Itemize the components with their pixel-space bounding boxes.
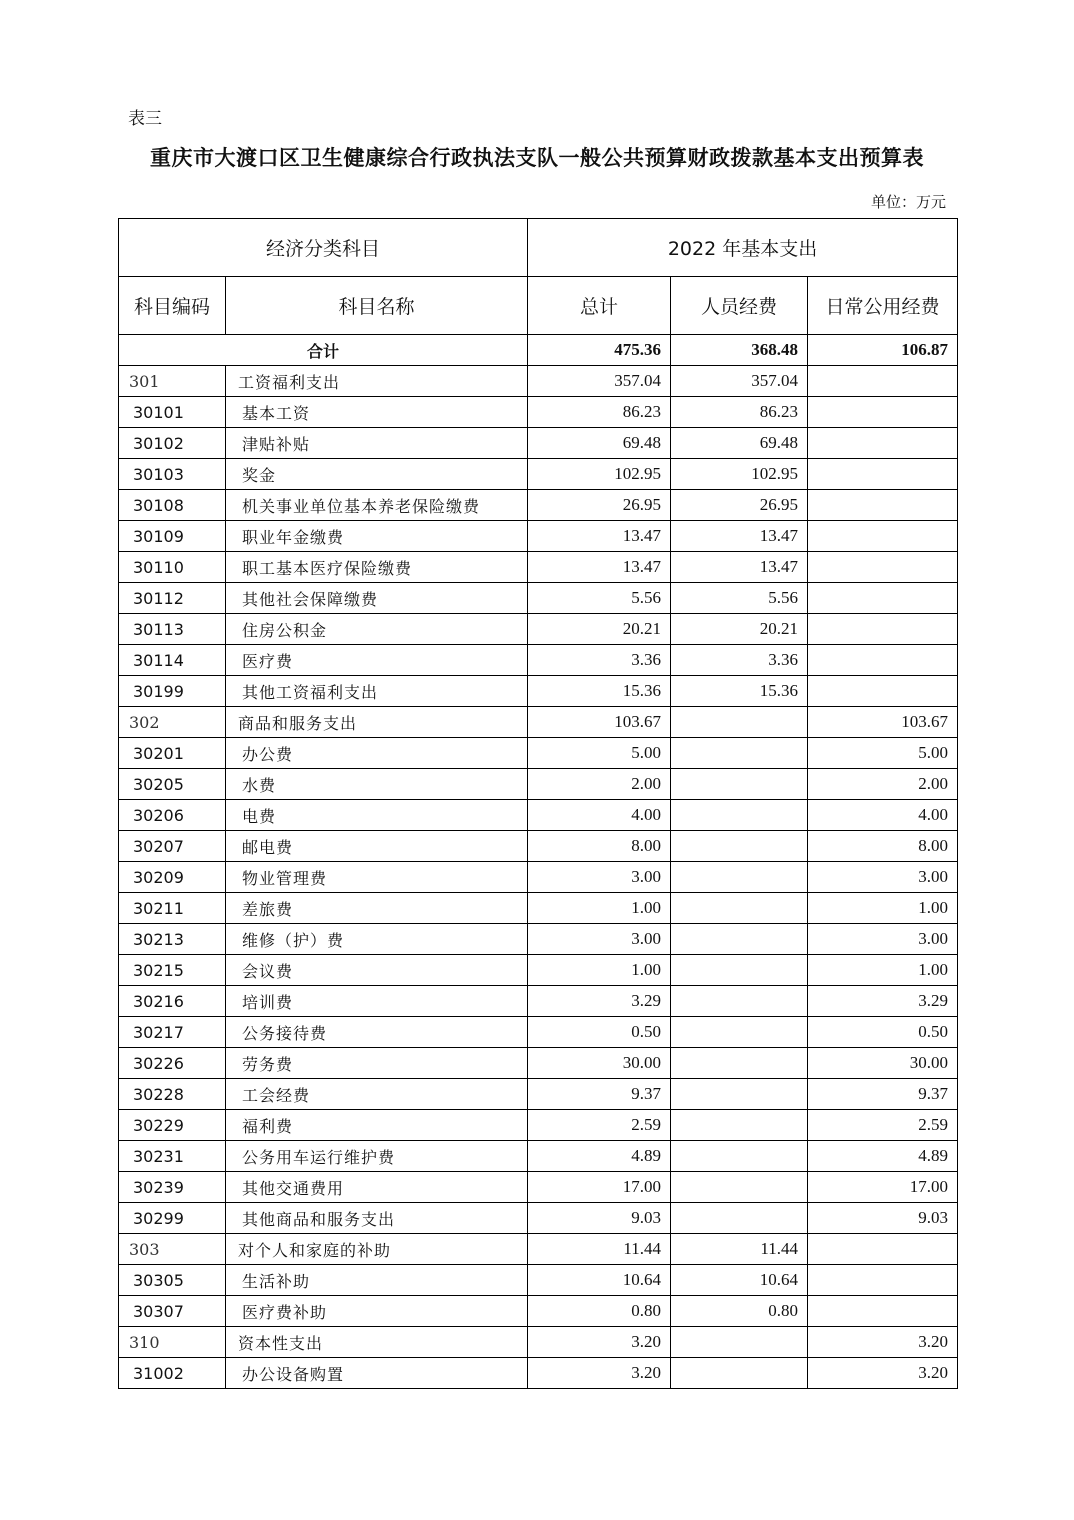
row-public: 103.67 <box>808 707 958 738</box>
header-econ-class: 经济分类科目 <box>119 219 528 277</box>
row-name: 资本性支出 <box>226 1327 528 1358</box>
header-year-basic: 2022 年基本支出 <box>528 219 958 277</box>
table-row <box>119 1296 958 1327</box>
row-code: 30109 <box>119 521 226 552</box>
table-row <box>119 1172 958 1203</box>
row-code: 30112 <box>119 583 226 614</box>
table-row <box>119 800 958 831</box>
row-code: 30213 <box>119 924 226 955</box>
row-code: 30102 <box>119 428 226 459</box>
row-public: 9.37 <box>808 1079 958 1110</box>
row-personnel <box>671 1110 808 1141</box>
row-code: 30228 <box>119 1079 226 1110</box>
row-name: 差旅费 <box>226 893 528 924</box>
row-code: 30231 <box>119 1141 226 1172</box>
row-public <box>808 459 958 490</box>
table-number: 表三 <box>128 109 162 129</box>
table-row <box>119 1265 958 1296</box>
row-total: 1.00 <box>528 893 671 924</box>
table-row <box>119 831 958 862</box>
row-name: 职业年金缴费 <box>226 521 528 552</box>
row-personnel <box>671 738 808 769</box>
table-row <box>119 862 958 893</box>
row-total: 3.20 <box>528 1358 671 1389</box>
category-row <box>119 707 958 738</box>
row-personnel: 10.64 <box>671 1265 808 1296</box>
row-name: 生活补助 <box>226 1265 528 1296</box>
row-code: 30205 <box>119 769 226 800</box>
row-total: 2.00 <box>528 769 671 800</box>
row-name: 职工基本医疗保险缴费 <box>226 552 528 583</box>
row-total: 3.00 <box>528 924 671 955</box>
row-name: 福利费 <box>226 1110 528 1141</box>
row-name: 工会经费 <box>226 1079 528 1110</box>
row-total: 13.47 <box>528 552 671 583</box>
row-public <box>808 614 958 645</box>
row-total: 102.95 <box>528 459 671 490</box>
row-public: 3.20 <box>808 1327 958 1358</box>
table-row <box>119 552 958 583</box>
row-personnel: 0.80 <box>671 1296 808 1327</box>
row-public: 2.00 <box>808 769 958 800</box>
row-name: 医疗费 <box>226 645 528 676</box>
header-name: 科目名称 <box>226 277 528 335</box>
row-public <box>808 1296 958 1327</box>
row-name: 住房公积金 <box>226 614 528 645</box>
row-name: 物业管理费 <box>226 862 528 893</box>
header-total: 总计 <box>528 277 671 335</box>
row-code: 30226 <box>119 1048 226 1079</box>
category-row <box>119 366 958 397</box>
row-code: 30229 <box>119 1110 226 1141</box>
table-row <box>119 1358 958 1389</box>
row-personnel <box>671 800 808 831</box>
row-name: 其他交通费用 <box>226 1172 528 1203</box>
row-code: 303 <box>119 1234 226 1265</box>
row-public: 3.00 <box>808 924 958 955</box>
row-public: 3.29 <box>808 986 958 1017</box>
row-total: 1.00 <box>528 955 671 986</box>
row-personnel: 11.44 <box>671 1234 808 1265</box>
row-code: 30299 <box>119 1203 226 1234</box>
row-public: 8.00 <box>808 831 958 862</box>
row-public: 17.00 <box>808 1172 958 1203</box>
row-personnel <box>671 893 808 924</box>
row-total: 5.56 <box>528 583 671 614</box>
row-personnel <box>671 1172 808 1203</box>
row-name: 奖金 <box>226 459 528 490</box>
row-public <box>808 645 958 676</box>
row-code: 30114 <box>119 645 226 676</box>
table-row <box>119 1110 958 1141</box>
row-total: 5.00 <box>528 738 671 769</box>
table-row <box>119 986 958 1017</box>
row-name: 水费 <box>226 769 528 800</box>
row-personnel: 13.47 <box>671 552 808 583</box>
budget-table <box>118 218 958 1389</box>
row-code: 30215 <box>119 955 226 986</box>
table-row <box>119 1048 958 1079</box>
row-code: 30305 <box>119 1265 226 1296</box>
row-personnel: 26.95 <box>671 490 808 521</box>
row-name: 医疗费补助 <box>226 1296 528 1327</box>
row-public: 3.00 <box>808 862 958 893</box>
header-personnel: 人员经费 <box>671 277 808 335</box>
row-name: 劳务费 <box>226 1048 528 1079</box>
table-row <box>119 738 958 769</box>
row-code: 30307 <box>119 1296 226 1327</box>
row-name: 津贴补贴 <box>226 428 528 459</box>
row-code: 30199 <box>119 676 226 707</box>
row-public <box>808 490 958 521</box>
row-personnel <box>671 1358 808 1389</box>
row-public: 2.59 <box>808 1110 958 1141</box>
table-row <box>119 955 958 986</box>
row-public <box>808 583 958 614</box>
row-name: 会议费 <box>226 955 528 986</box>
table-row <box>119 397 958 428</box>
row-name: 公务用车运行维护费 <box>226 1141 528 1172</box>
row-total: 103.67 <box>528 707 671 738</box>
row-personnel: 20.21 <box>671 614 808 645</box>
total-personnel: 368.48 <box>671 335 808 366</box>
row-personnel <box>671 1327 808 1358</box>
row-public: 1.00 <box>808 955 958 986</box>
row-code: 30113 <box>119 614 226 645</box>
row-public: 9.03 <box>808 1203 958 1234</box>
row-name: 机关事业单位基本养老保险缴费 <box>226 490 528 521</box>
row-code: 30201 <box>119 738 226 769</box>
row-personnel <box>671 1079 808 1110</box>
total-total: 475.36 <box>528 335 671 366</box>
row-code: 30217 <box>119 1017 226 1048</box>
row-total: 3.00 <box>528 862 671 893</box>
row-total: 4.00 <box>528 800 671 831</box>
row-public: 4.00 <box>808 800 958 831</box>
row-personnel: 102.95 <box>671 459 808 490</box>
row-code: 30110 <box>119 552 226 583</box>
total-row <box>119 335 958 366</box>
row-personnel <box>671 955 808 986</box>
category-row <box>119 1234 958 1265</box>
row-name: 其他商品和服务支出 <box>226 1203 528 1234</box>
row-name: 办公设备购置 <box>226 1358 528 1389</box>
document-title: 重庆市大渡口区卫生健康综合行政执法支队一般公共预算财政拨款基本支出预算表 <box>150 146 924 170</box>
row-code: 30207 <box>119 831 226 862</box>
row-public <box>808 1265 958 1296</box>
row-name: 办公费 <box>226 738 528 769</box>
row-name: 邮电费 <box>226 831 528 862</box>
row-name: 其他工资福利支出 <box>226 676 528 707</box>
row-total: 9.37 <box>528 1079 671 1110</box>
row-personnel: 15.36 <box>671 676 808 707</box>
table-row <box>119 428 958 459</box>
header-code: 科目编码 <box>119 277 226 335</box>
row-public: 5.00 <box>808 738 958 769</box>
row-public <box>808 397 958 428</box>
row-total: 86.23 <box>528 397 671 428</box>
row-personnel <box>671 1017 808 1048</box>
row-total: 3.29 <box>528 986 671 1017</box>
row-personnel <box>671 986 808 1017</box>
row-name: 公务接待费 <box>226 1017 528 1048</box>
row-public <box>808 1234 958 1265</box>
row-code: 30239 <box>119 1172 226 1203</box>
row-personnel <box>671 707 808 738</box>
header-public: 日常公用经费 <box>808 277 958 335</box>
row-total: 20.21 <box>528 614 671 645</box>
table-row <box>119 1203 958 1234</box>
table-row <box>119 893 958 924</box>
row-public <box>808 552 958 583</box>
row-code: 30211 <box>119 893 226 924</box>
row-code: 301 <box>119 366 226 397</box>
row-total: 11.44 <box>528 1234 671 1265</box>
row-personnel <box>671 1048 808 1079</box>
row-personnel <box>671 862 808 893</box>
table-row <box>119 1017 958 1048</box>
row-code: 310 <box>119 1327 226 1358</box>
row-name: 其他社会保障缴费 <box>226 583 528 614</box>
row-name: 电费 <box>226 800 528 831</box>
row-total: 15.36 <box>528 676 671 707</box>
row-total: 17.00 <box>528 1172 671 1203</box>
row-personnel <box>671 831 808 862</box>
row-name: 工资福利支出 <box>226 366 528 397</box>
row-personnel <box>671 769 808 800</box>
row-public <box>808 676 958 707</box>
table-row <box>119 1141 958 1172</box>
table-row <box>119 459 958 490</box>
row-total: 3.36 <box>528 645 671 676</box>
row-total: 8.00 <box>528 831 671 862</box>
table-row <box>119 769 958 800</box>
row-name: 对个人和家庭的补助 <box>226 1234 528 1265</box>
row-total: 13.47 <box>528 521 671 552</box>
row-total: 0.80 <box>528 1296 671 1327</box>
row-code: 30216 <box>119 986 226 1017</box>
row-public: 0.50 <box>808 1017 958 1048</box>
table-row <box>119 583 958 614</box>
table-row <box>119 924 958 955</box>
row-code: 30209 <box>119 862 226 893</box>
row-total: 26.95 <box>528 490 671 521</box>
row-public <box>808 521 958 552</box>
row-total: 69.48 <box>528 428 671 459</box>
total-public: 106.87 <box>808 335 958 366</box>
row-total: 10.64 <box>528 1265 671 1296</box>
row-public <box>808 428 958 459</box>
row-name: 维修（护）费 <box>226 924 528 955</box>
row-code: 30108 <box>119 490 226 521</box>
table-row <box>119 490 958 521</box>
row-total: 2.59 <box>528 1110 671 1141</box>
row-personnel: 357.04 <box>671 366 808 397</box>
row-name: 商品和服务支出 <box>226 707 528 738</box>
table-row <box>119 521 958 552</box>
total-label: 合计 <box>119 335 528 366</box>
row-public <box>808 366 958 397</box>
row-total: 357.04 <box>528 366 671 397</box>
row-code: 30206 <box>119 800 226 831</box>
table-row <box>119 676 958 707</box>
row-code: 302 <box>119 707 226 738</box>
row-public: 3.20 <box>808 1358 958 1389</box>
row-personnel: 3.36 <box>671 645 808 676</box>
row-personnel: 69.48 <box>671 428 808 459</box>
table-row <box>119 1079 958 1110</box>
row-personnel: 13.47 <box>671 521 808 552</box>
row-total: 30.00 <box>528 1048 671 1079</box>
row-personnel <box>671 924 808 955</box>
table-row <box>119 614 958 645</box>
row-personnel <box>671 1141 808 1172</box>
row-total: 0.50 <box>528 1017 671 1048</box>
row-total: 9.03 <box>528 1203 671 1234</box>
row-total: 4.89 <box>528 1141 671 1172</box>
category-row <box>119 1327 958 1358</box>
row-public: 1.00 <box>808 893 958 924</box>
unit-label: 单位：万元 <box>870 193 946 211</box>
row-personnel: 5.56 <box>671 583 808 614</box>
row-name: 基本工资 <box>226 397 528 428</box>
row-code: 31002 <box>119 1358 226 1389</box>
row-total: 3.20 <box>528 1327 671 1358</box>
table-row <box>119 645 958 676</box>
row-personnel <box>671 1203 808 1234</box>
row-code: 30101 <box>119 397 226 428</box>
row-public: 4.89 <box>808 1141 958 1172</box>
row-personnel: 86.23 <box>671 397 808 428</box>
row-public: 30.00 <box>808 1048 958 1079</box>
row-name: 培训费 <box>226 986 528 1017</box>
row-code: 30103 <box>119 459 226 490</box>
